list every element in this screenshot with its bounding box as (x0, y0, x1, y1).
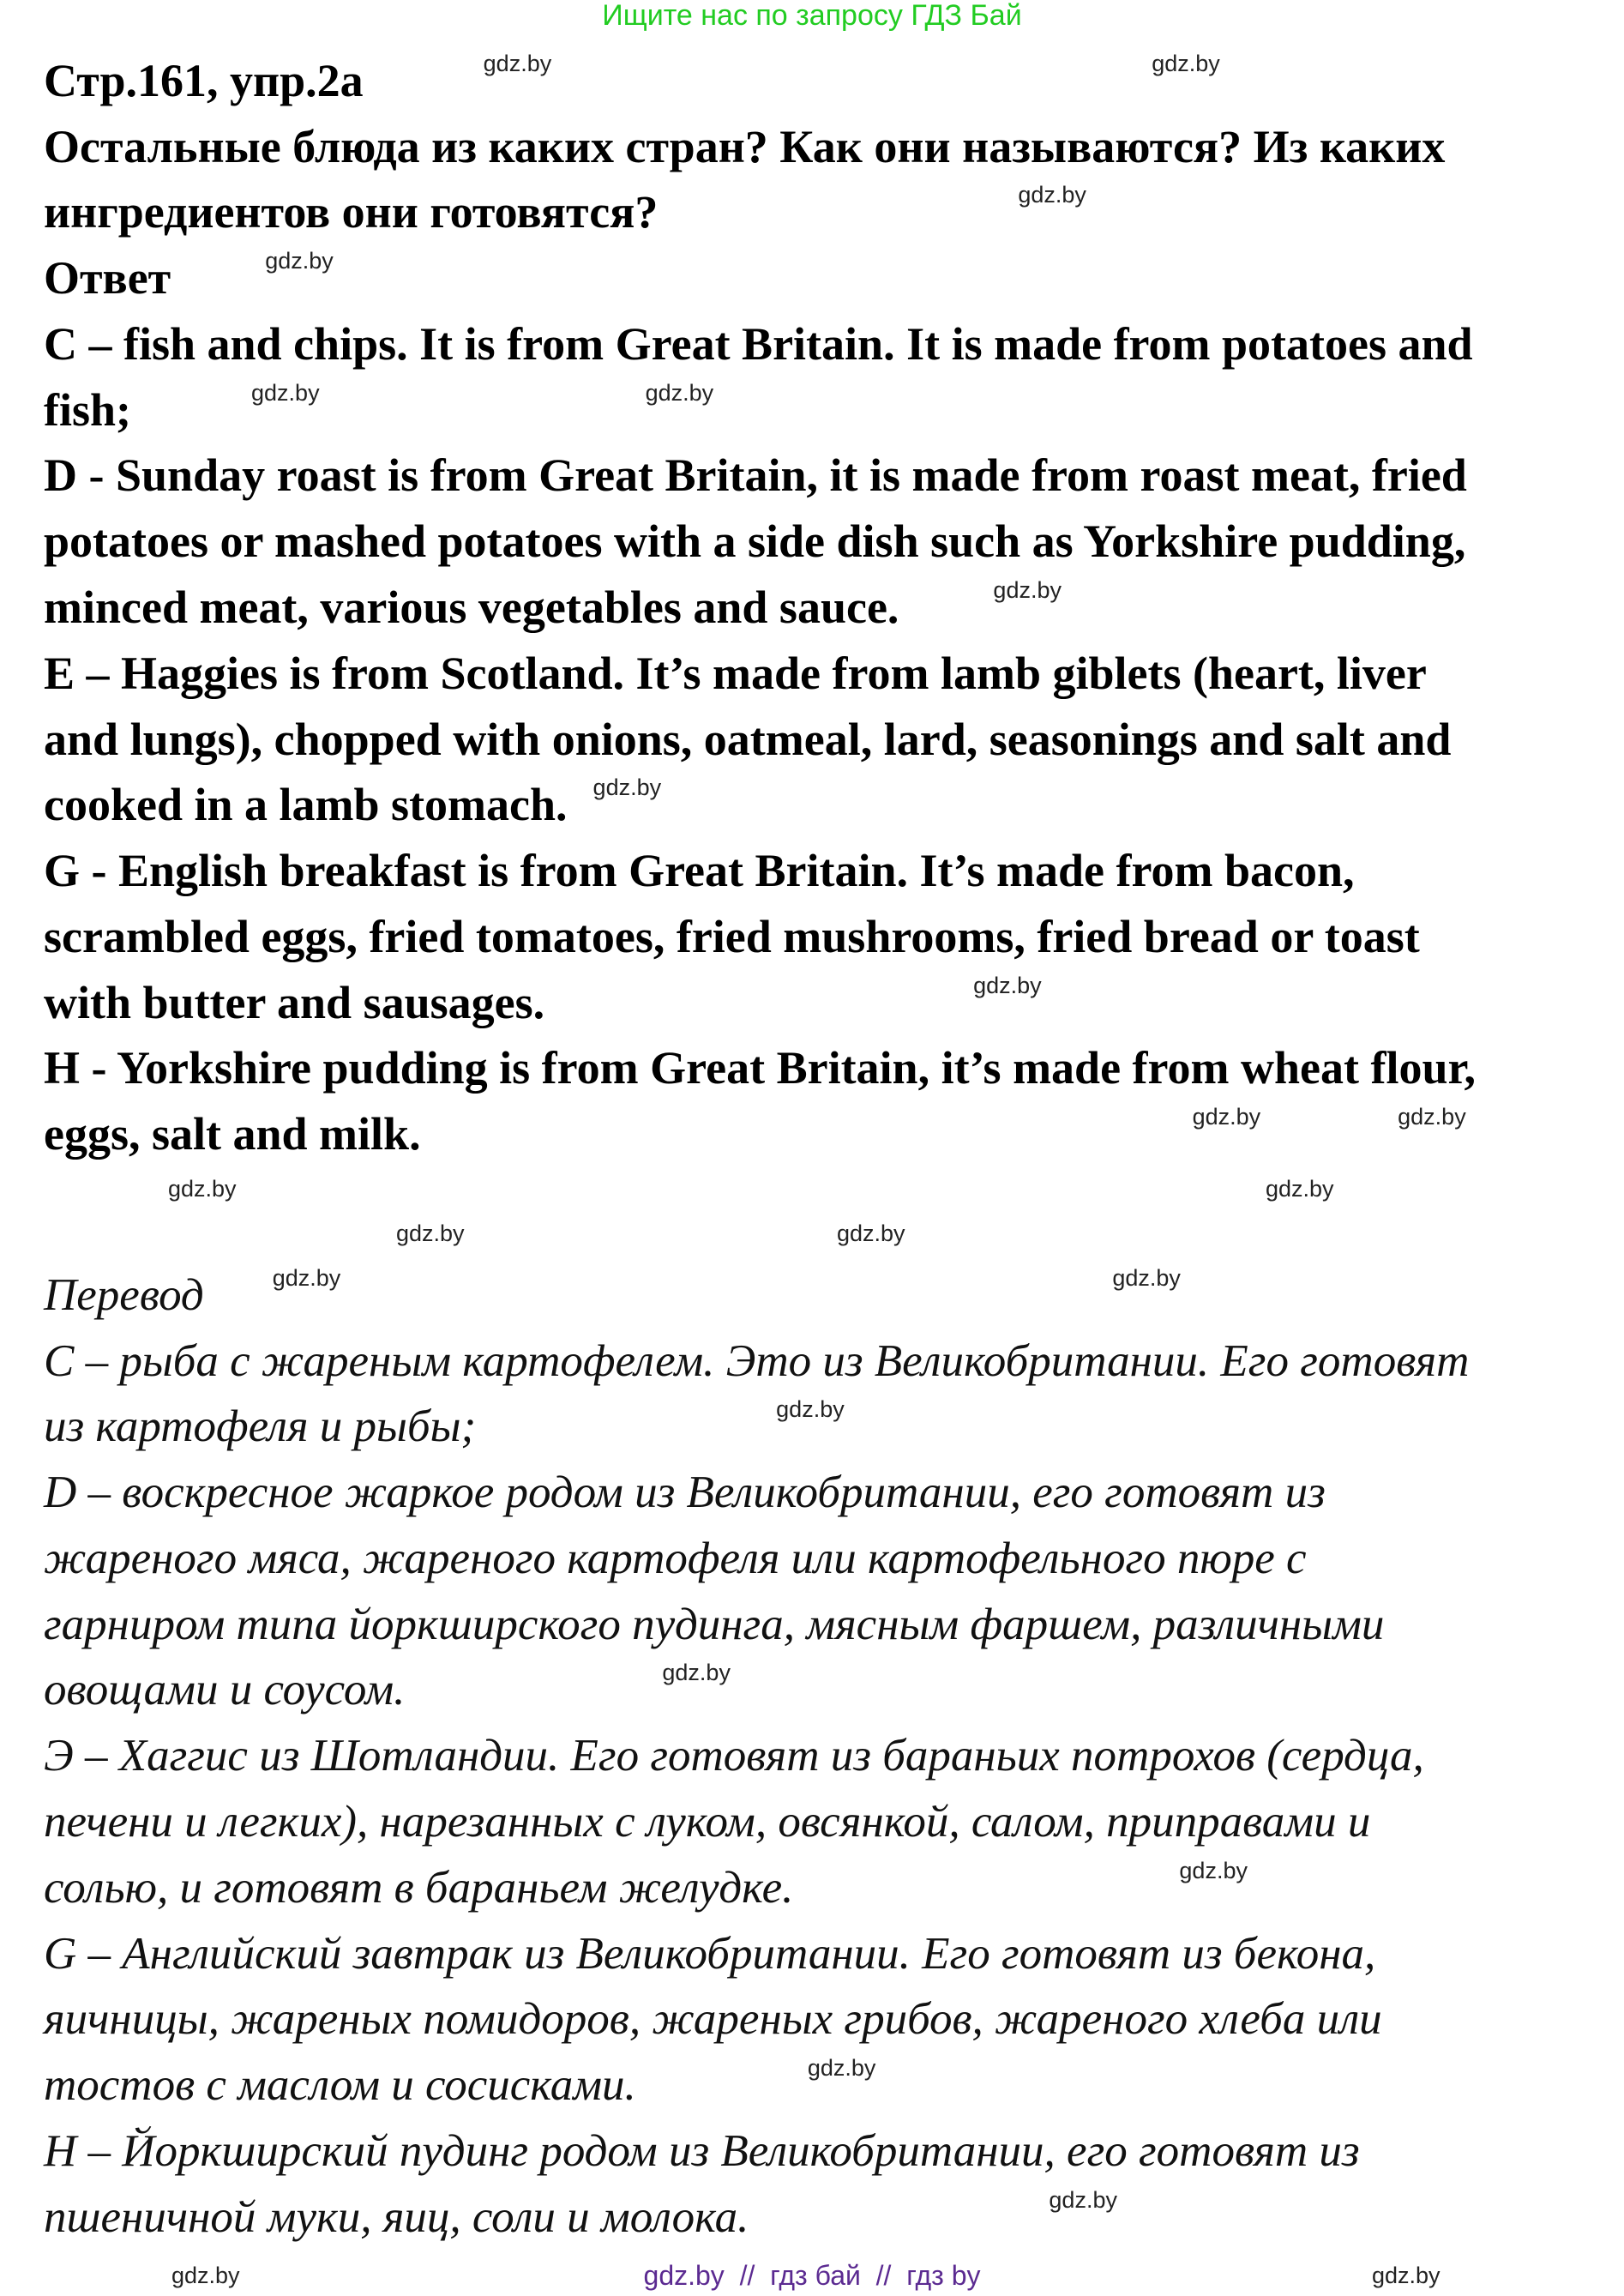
translation-line: Э – Хаггис из Шотландии. Его готовят из бараньих потрохов (сердца, (44, 1731, 1424, 1781)
footer-links[interactable]: gdz.by // гдз бай // гдз by (643, 2260, 981, 2291)
translation-line: D – воскресное жаркое родом из Великобритании, его готовят из (44, 1467, 1326, 1517)
answer-line: E – Haggies is from Scotland. It’s made from lamb giblets (heart, liver (44, 648, 1427, 699)
watermark: gdz.by (265, 248, 334, 274)
watermark: gdz.by (837, 1220, 905, 1246)
answer-line-row (44, 772, 661, 838)
answer-line: potatoes or mashed potatoes with a side dish such as Yorkshire pudding, (44, 515, 1466, 567)
question-line: ингредиентов они готовятся? (44, 186, 659, 238)
watermark: gdz.by (168, 1176, 237, 1202)
answer-line-row (44, 970, 1042, 1036)
translation-line: яичницы, жареных помидоров, жареных грибов, жареного хлеба или (44, 1994, 1382, 2044)
translation-line: H – Йоркширский пудинг родом из Великобритании, его готовят из (44, 2126, 1360, 2176)
answer-label: Ответ (44, 252, 171, 304)
watermark: gdz.by (396, 1220, 465, 1246)
answer-line: cooked in a lamb stomach. (44, 779, 568, 830)
answer-line-row (44, 1101, 1466, 1167)
answer-line-row (44, 377, 713, 443)
answer-line: and lungs), chopped with onions, oatmeal, lard, seasonings and salt and (44, 714, 1452, 765)
translation-line: пшеничной муки, яиц, соли и молока. (44, 2192, 749, 2242)
answer-line: C – fish and chips. It is from Great Britain. It is made from potatoes and (44, 318, 1473, 370)
answer-line: H - Yorkshire pudding is from Great Britain, it’s made from wheat flour, (44, 1042, 1477, 1094)
translation-line: жареного мяса, жареного картофеля или картофельного пюре с (44, 1534, 1307, 1583)
watermark: gdz.by (1372, 2263, 1441, 2288)
answer-label-row (44, 245, 334, 311)
answer-line: G - English breakfast is from Great Britain. It’s made from bacon, (44, 845, 1355, 896)
answer-line: D - Sunday roast is from Great Britain, it is made from roast meat, fried (44, 449, 1467, 501)
watermark: gdz.by (807, 2055, 876, 2081)
watermark: gdz.by (645, 380, 714, 406)
watermark: gdz.by (1018, 182, 1086, 208)
translation-label: Перевод (44, 1270, 204, 1320)
translation-line-row (44, 1855, 1248, 1921)
translation-line-row (44, 1394, 845, 1460)
translation-line-row (44, 1657, 731, 1723)
watermark: gdz.by (1398, 1104, 1466, 1130)
translation-line: из картофеля и рыбы; (44, 1401, 477, 1451)
watermark: gdz.by (1049, 2187, 1117, 2213)
translation-line: тостов с маслом и сосисками. (44, 2060, 636, 2110)
answer-line: minced meat, various vegetables and sauce. (44, 582, 899, 633)
page-title-row (44, 48, 1220, 114)
translation-line-row (44, 2185, 1117, 2251)
search-hint-banner: Ищите нас по запросу ГДЗ Бай (602, 0, 1022, 32)
translation-line: C – рыба с жареным картофелем. Это из Великобритании. Его готовят (44, 1336, 1470, 1386)
answer-line-row (44, 575, 1062, 641)
translation-line: гарниром типа йоркширского пудинга, мясным фаршем, различными (44, 1600, 1385, 1649)
watermark: gdz.by (662, 1660, 731, 1685)
watermark: gdz.by (1266, 1176, 1334, 1202)
answer-line: eggs, salt and milk. (44, 1108, 421, 1160)
watermark: gdz.by (1179, 1858, 1248, 1883)
watermark: gdz.by (1152, 51, 1220, 76)
watermark: gdz.by (251, 380, 320, 406)
watermark: gdz.by (1192, 1104, 1261, 1130)
translation-line: печени и легких), нарезанных с луком, овсянкой, салом, приправами и (44, 1797, 1371, 1847)
answer-line: scrambled eggs, fried tomatoes, fried mushrooms, fried bread or toast (44, 911, 1420, 962)
translation-line: овощами и соусом. (44, 1665, 406, 1714)
question-line-row (44, 179, 1086, 245)
watermark: gdz.by (483, 51, 552, 76)
translation-line: G – Английский завтрак из Великобритании. Его готовят из бекона, (44, 1929, 1376, 1979)
answer-line: fish; (44, 384, 132, 436)
question-line: Остальные блюда из каких стран? Как они называются? Из каких (44, 121, 1446, 172)
page-title: Стр.161, упр.2а (44, 55, 364, 106)
watermark: gdz.by (973, 973, 1042, 998)
watermark: gdz.by (993, 577, 1062, 603)
watermark: gdz.by (171, 2263, 240, 2288)
answer-line: with butter and sausages. (44, 977, 545, 1028)
translation-line-row (44, 2052, 875, 2118)
watermark: gdz.by (272, 1265, 341, 1291)
translation-line: солью, и готовят в бараньем желудке. (44, 1863, 794, 1913)
watermark: gdz.by (776, 1396, 845, 1422)
watermark: gdz.by (592, 774, 662, 800)
watermark: gdz.by (1112, 1265, 1181, 1291)
translation-label-row (44, 1262, 1181, 1329)
